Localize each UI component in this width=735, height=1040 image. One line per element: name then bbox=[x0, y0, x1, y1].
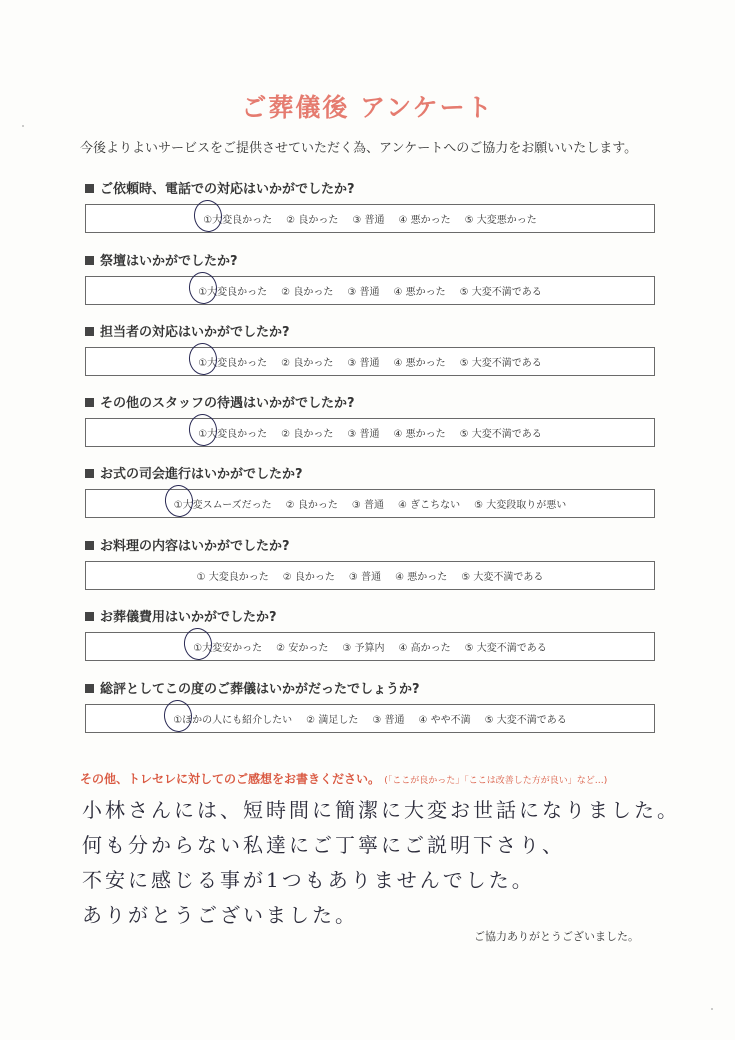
question-label: お葬儀費用はいかがでしたか? bbox=[100, 610, 277, 625]
survey-intro: 今後よりよいサービスをご提供させていただく為、アンケートへのご協力をお願いいたします。 bbox=[80, 141, 638, 156]
answer-option[interactable]: ③ 予算内 bbox=[342, 643, 385, 654]
question-label: その他のスタッフの待遇はいかがでしたか? bbox=[100, 396, 355, 411]
question-label: 担当者の対応はいかがでしたか? bbox=[100, 325, 290, 340]
question-block bbox=[85, 465, 655, 518]
answer-options-box bbox=[85, 489, 655, 518]
answer-option[interactable]: ② 良かった bbox=[282, 572, 335, 583]
answer-option[interactable]: ⑤ 大変不満である bbox=[459, 429, 542, 440]
answer-option[interactable]: ④ ぎこちない bbox=[397, 500, 461, 511]
square-bullet-icon bbox=[85, 684, 94, 693]
question-title bbox=[85, 323, 655, 343]
question-block bbox=[85, 323, 655, 376]
question-label: 総評としてこの度のご葬儀はいかがだったでしょうか? bbox=[100, 682, 420, 697]
answer-option[interactable]: ② 良かった bbox=[281, 358, 334, 369]
selection-circle-mark bbox=[163, 483, 195, 519]
question-block bbox=[85, 252, 655, 305]
answer-option[interactable]: ④ 悪かった bbox=[393, 358, 446, 369]
answer-option[interactable]: ① 大変良かった bbox=[196, 572, 269, 583]
answer-option[interactable]: ④ 悪かった bbox=[393, 429, 446, 440]
selection-circle-mark bbox=[187, 341, 219, 377]
square-bullet-icon bbox=[85, 184, 94, 193]
comment-heading bbox=[80, 770, 607, 787]
answer-options-box bbox=[85, 561, 655, 590]
answer-option[interactable]: ② 安かった bbox=[276, 643, 329, 654]
square-bullet-icon bbox=[85, 256, 94, 265]
answer-option[interactable]: ⑤ 大変段取りが悪い bbox=[474, 500, 567, 511]
comment-line: 何も分からない私達にご丁寧にご説明下さり、 bbox=[82, 833, 565, 857]
scan-speck bbox=[711, 1008, 713, 1010]
square-bullet-icon bbox=[85, 612, 94, 621]
question-label: ご依頼時、電話での対応はいかがでしたか? bbox=[100, 182, 355, 197]
scan-speck bbox=[22, 125, 24, 127]
selection-circle-mark bbox=[187, 270, 219, 306]
answer-options-box bbox=[85, 276, 655, 305]
question-block bbox=[85, 537, 655, 590]
answer-option[interactable]: ⑤ 大変不満である bbox=[484, 715, 567, 726]
question-label: お式の司会進行はいかがでしたか? bbox=[100, 467, 303, 482]
question-block bbox=[85, 394, 655, 447]
answer-option[interactable]: ①ほかの人にも紹介したい bbox=[173, 715, 293, 726]
comment-line: ありがとうございました。 bbox=[82, 903, 358, 927]
selection-circle-mark bbox=[192, 198, 224, 234]
answer-option[interactable]: ①大変安かった bbox=[193, 643, 263, 654]
handwritten-comment bbox=[82, 793, 682, 933]
answer-option[interactable]: ③ 普通 bbox=[347, 358, 380, 369]
answer-option[interactable]: ③ 普通 bbox=[372, 715, 405, 726]
answer-option[interactable]: ⑤ 大変不満である bbox=[464, 643, 547, 654]
answer-option[interactable]: ①大変良かった bbox=[198, 287, 268, 298]
selection-circle-mark bbox=[162, 698, 194, 734]
question-title bbox=[85, 608, 655, 628]
answer-option[interactable]: ③ 普通 bbox=[348, 572, 382, 583]
answer-option[interactable]: ①大変スムーズだった bbox=[173, 500, 272, 511]
answer-option[interactable]: ①大変良かった bbox=[198, 358, 268, 369]
answer-option[interactable]: ③ 普通 bbox=[347, 287, 380, 298]
selection-circle-mark bbox=[182, 626, 214, 662]
answer-option[interactable]: ② 良かった bbox=[286, 215, 339, 226]
answer-options-box bbox=[85, 204, 655, 233]
square-bullet-icon bbox=[85, 469, 94, 478]
answer-option[interactable]: ④ 悪かった bbox=[395, 572, 448, 583]
question-block bbox=[85, 680, 655, 733]
answer-option[interactable]: ⑤ 大変不満である bbox=[461, 572, 544, 583]
comment-line: 不安に感じる事が1つもありませんでした。 bbox=[82, 868, 535, 892]
answer-option[interactable]: ② 良かった bbox=[281, 287, 334, 298]
answer-option[interactable]: ⑤ 大変不満である bbox=[459, 358, 542, 369]
answer-option[interactable]: ② 良かった bbox=[281, 429, 334, 440]
answer-option[interactable]: ①大変良かった bbox=[203, 215, 273, 226]
answer-options-box bbox=[85, 632, 655, 661]
answer-option[interactable]: ② 良かった bbox=[285, 500, 338, 511]
question-label: 祭壇はいかがでしたか? bbox=[100, 254, 238, 269]
answer-option[interactable]: ③ 普通 bbox=[352, 215, 385, 226]
question-block bbox=[85, 180, 655, 233]
question-title bbox=[85, 465, 655, 485]
answer-option[interactable]: ④ 悪かった bbox=[393, 287, 446, 298]
question-title bbox=[85, 680, 655, 700]
answer-option[interactable]: ⑤ 大変不満である bbox=[459, 287, 542, 298]
closing-thanks: ご協力ありがとうございました。 bbox=[474, 930, 639, 943]
answer-option[interactable]: ③ 普通 bbox=[347, 429, 380, 440]
answer-option[interactable]: ①大変良かった bbox=[198, 429, 268, 440]
question-title bbox=[85, 537, 655, 557]
selection-circle-mark bbox=[187, 412, 219, 448]
question-block bbox=[85, 608, 655, 661]
question-title bbox=[85, 252, 655, 272]
square-bullet-icon bbox=[85, 541, 94, 550]
answer-option[interactable]: ② 満足した bbox=[306, 715, 359, 726]
comment-heading-note: (「ここが良かった」「ここは改善した方が良い」など…) bbox=[384, 776, 608, 786]
answer-option[interactable]: ⑤ 大変悪かった bbox=[464, 215, 537, 226]
answer-option[interactable]: ④ 悪かった bbox=[398, 215, 451, 226]
comment-line: 小林さんには、短時間に簡潔に大変お世話になりました。 bbox=[82, 798, 680, 822]
answer-option[interactable]: ④ 高かった bbox=[398, 643, 451, 654]
question-label: お料理の内容はいかがでしたか? bbox=[100, 539, 290, 554]
square-bullet-icon bbox=[85, 327, 94, 336]
question-title bbox=[85, 394, 655, 414]
survey-title: ご葬儀後 アンケート bbox=[241, 93, 494, 122]
comment-heading-text: その他、トレセレに対してのご感想をお書きください。 bbox=[80, 772, 381, 786]
answer-options-box bbox=[85, 347, 655, 376]
answer-options-box bbox=[85, 704, 655, 733]
answer-option[interactable]: ④ やや不満 bbox=[418, 715, 471, 726]
square-bullet-icon bbox=[85, 398, 94, 407]
question-title bbox=[85, 180, 655, 200]
answer-option[interactable]: ③ 普通 bbox=[351, 500, 384, 511]
answer-options-box bbox=[85, 418, 655, 447]
